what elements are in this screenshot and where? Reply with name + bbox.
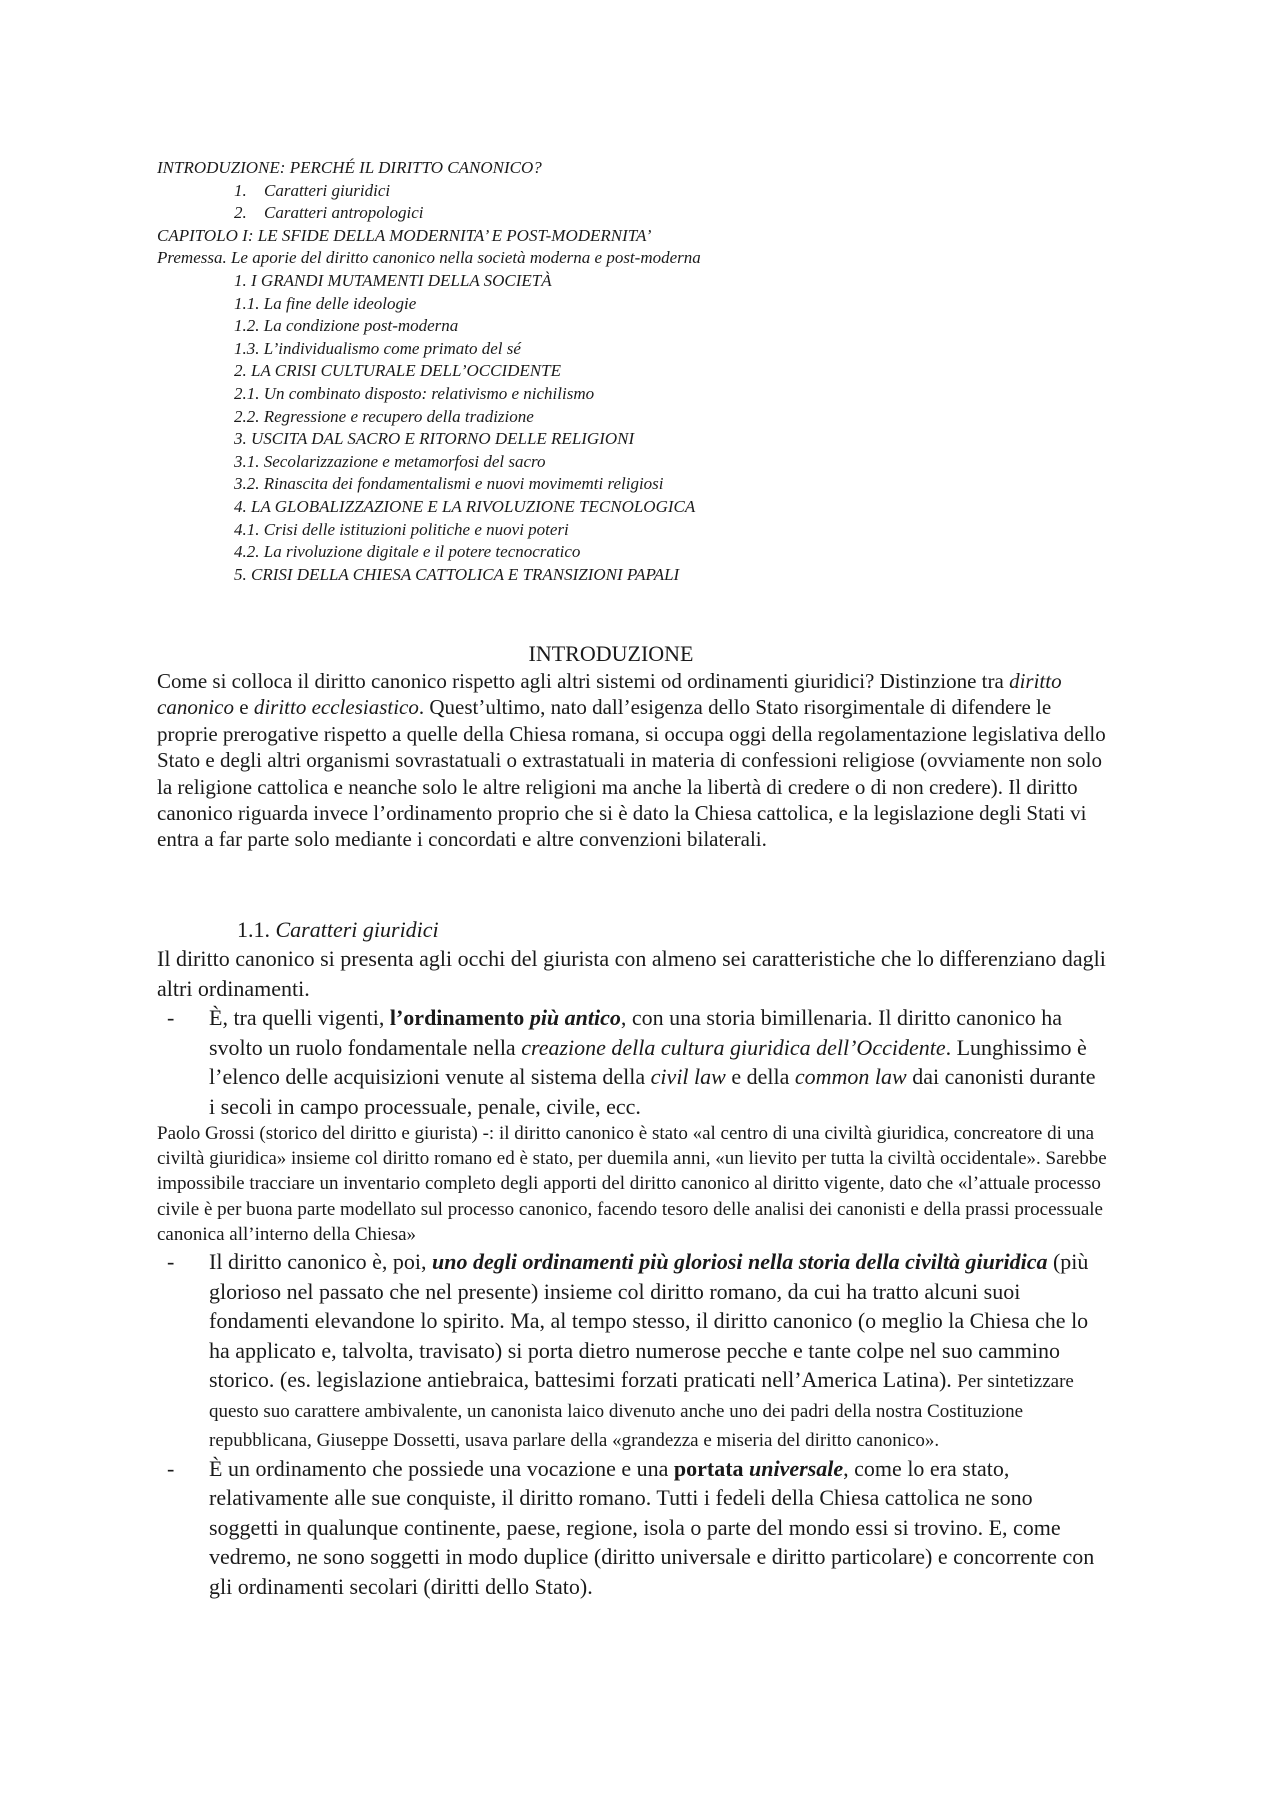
list-item: - È un ordinamento che possiede una vocazione e una portata universale, come lo era stato, relativamente alle sue conquiste, il diritto romano. Tutti i fedeli della Chiesa cattolica ne sono soggetti in qualunque continente, paese, regione, isola o parte del mondo essi si trovino. E, come vedremo, ne sono soggetti in modo duplice (diritto universale e diritto particolare) e concorrente con gli ordinamenti secolari (diritti dello Stato). [167, 1455, 1095, 1599]
toc-entry: INTRODUZIONE: PERCHÉ IL DIRITTO CANONICO? [157, 158, 542, 177]
toc-entry: 4.1. Crisi delle istituzioni politiche e nuovi poteri [234, 519, 569, 539]
toc-entry: 1.3. L’individualismo come primato del sé [234, 338, 521, 358]
toc-entry: 5. CRISI DELLA CHIESA CATTOLICA E TRANSIZIONI PAPALI [234, 564, 680, 584]
toc-entry: CAPITOLO I: LE SFIDE DELLA MODERNITA’ E POST-MODERNITA’ [157, 225, 652, 245]
toc-entry: 3.2. Rinascita dei fondamentalismi e nuovi movimemti religiosi [234, 474, 664, 494]
introduction-paragraph: Come si colloca il diritto canonico rispetto agli altri sistemi od ordinamenti giuridici? Distinzione tra diritto canonico e diritto ecclesiastico. Quest’ultimo, nato dall’esigenza dello Stato risorgimentale di difendere le proprie prerogative rispetto a quelle della Chiesa romana, si occupa oggi della regolamentazione legislativa dello Stato e degli altri organismi sovrastatuali o extrastatuali in materia di confessioni religiose (ovviamente non solo la religione cattolica e neanche solo le altre religioni ma anche la libertà di credere o di non credere). Il diritto canonico riguarda invece l’ordinamento proprio che si è dato la Chiesa cattolica, e la legislazione degli Stati vi entra a far parte solo mediante i concordati e altre convenzioni bilaterali. [157, 669, 1106, 852]
section-lead-paragraph: Il diritto canonico si presenta agli occhi del giurista con almeno sei caratteristiche che lo differenziano dagli altri ordinamenti. [157, 946, 1106, 1001]
toc-entry: 2. LA CRISI CULTURALE DELL’OCCIDENTE [234, 361, 561, 381]
toc-entry: 4.2. La rivoluzione digitale e il potere tecnocratico [234, 542, 581, 562]
toc-entry: 2.2. Regressione e recupero della tradizione [234, 406, 534, 426]
toc-entry: 2.1. Un combinato disposto: relativismo e nichilismo [234, 383, 595, 403]
introduction-heading: INTRODUZIONE [528, 641, 694, 666]
list-item: - Il diritto canonico è, poi, uno degli ordinamenti più gloriosi nella storia della civiltà giuridica (più glorioso nel passato che nel presente) insieme col diritto romano, da cui ha tratto alcuni suoi fondamenti elevandone lo spirito. Ma, al tempo stesso, il diritto canonico (o meglio la Chiesa che lo ha applicato e, talvolta, travisato) si porta dietro numerose pecche e tante colpe nel suo cammino storico. (es. legislazione antiebraica, battesimi forzati praticati nell’America Latina). Per sintetizzare questo suo carattere ambivalente, un canonista laico divenuto anche uno dei padri della nostra Costituzione repubblicana, Giuseppe Dossetti, usava parlare della «grandezza e miseria del diritto canonico». [167, 1249, 1089, 1452]
list-item: - È, tra quelli vigenti, l’ordinamento più antico, con una storia bimillenaria. Il diritto canonico ha svolto un ruolo fondamentale nella creazione della cultura giuridica dell’Occidente. Lunghissimo è l’elenco delle acquisizioni venute al sistema della civil law e della common law dai canonisti durante i secoli in campo processuale, penale, civile, ecc. [167, 1005, 1096, 1119]
grossi-quote-paragraph: Paolo Grossi (storico del diritto e giurista) -: il diritto canonico è stato «al centro di una civiltà giuridica, concreatore di una civiltà giuridica» insieme col diritto romano ed è stato, per duemila anni, «un lievito per tutta la civiltà occidentale». Sarebbe impossibile tracciare un inventario completo degli apporti del diritto canonico al diritto vigente, dato che «l’attuale processo civile è per buona parte modellato sul processo canonico, facendo tesoro delle analisi dei canonisti e della prassi processuale canonica all’interno della Chiesa» [157, 1123, 1107, 1245]
toc-entry: 1. I GRANDI MUTAMENTI DELLA SOCIETÀ [234, 270, 552, 290]
table-of-contents [157, 157, 1077, 586]
toc-entry: 1.2. La condizione post-moderna [234, 316, 459, 336]
toc-entry: 4. LA GLOBALIZZAZIONE E LA RIVOLUZIONE TECNOLOGICA [234, 496, 696, 516]
toc-entry: 3.1. Secolarizzazione e metamorfosi del sacro [234, 451, 546, 471]
toc-entry: 2. Caratteri antropologici [234, 203, 424, 223]
section-body [157, 944, 1107, 1601]
toc-entry: 1.1. La fine delle ideologie [234, 293, 417, 313]
toc-entry: 1. Caratteri giuridici [234, 180, 391, 200]
toc-entry: Premessa. Le aporie del diritto canonico nella società moderna e post-moderna [157, 248, 701, 268]
toc-entry: 3. USCITA DAL SACRO E RITORNO DELLE RELIGIONI [234, 429, 635, 449]
section-heading: 1.1. Caratteri giuridici [237, 917, 439, 942]
